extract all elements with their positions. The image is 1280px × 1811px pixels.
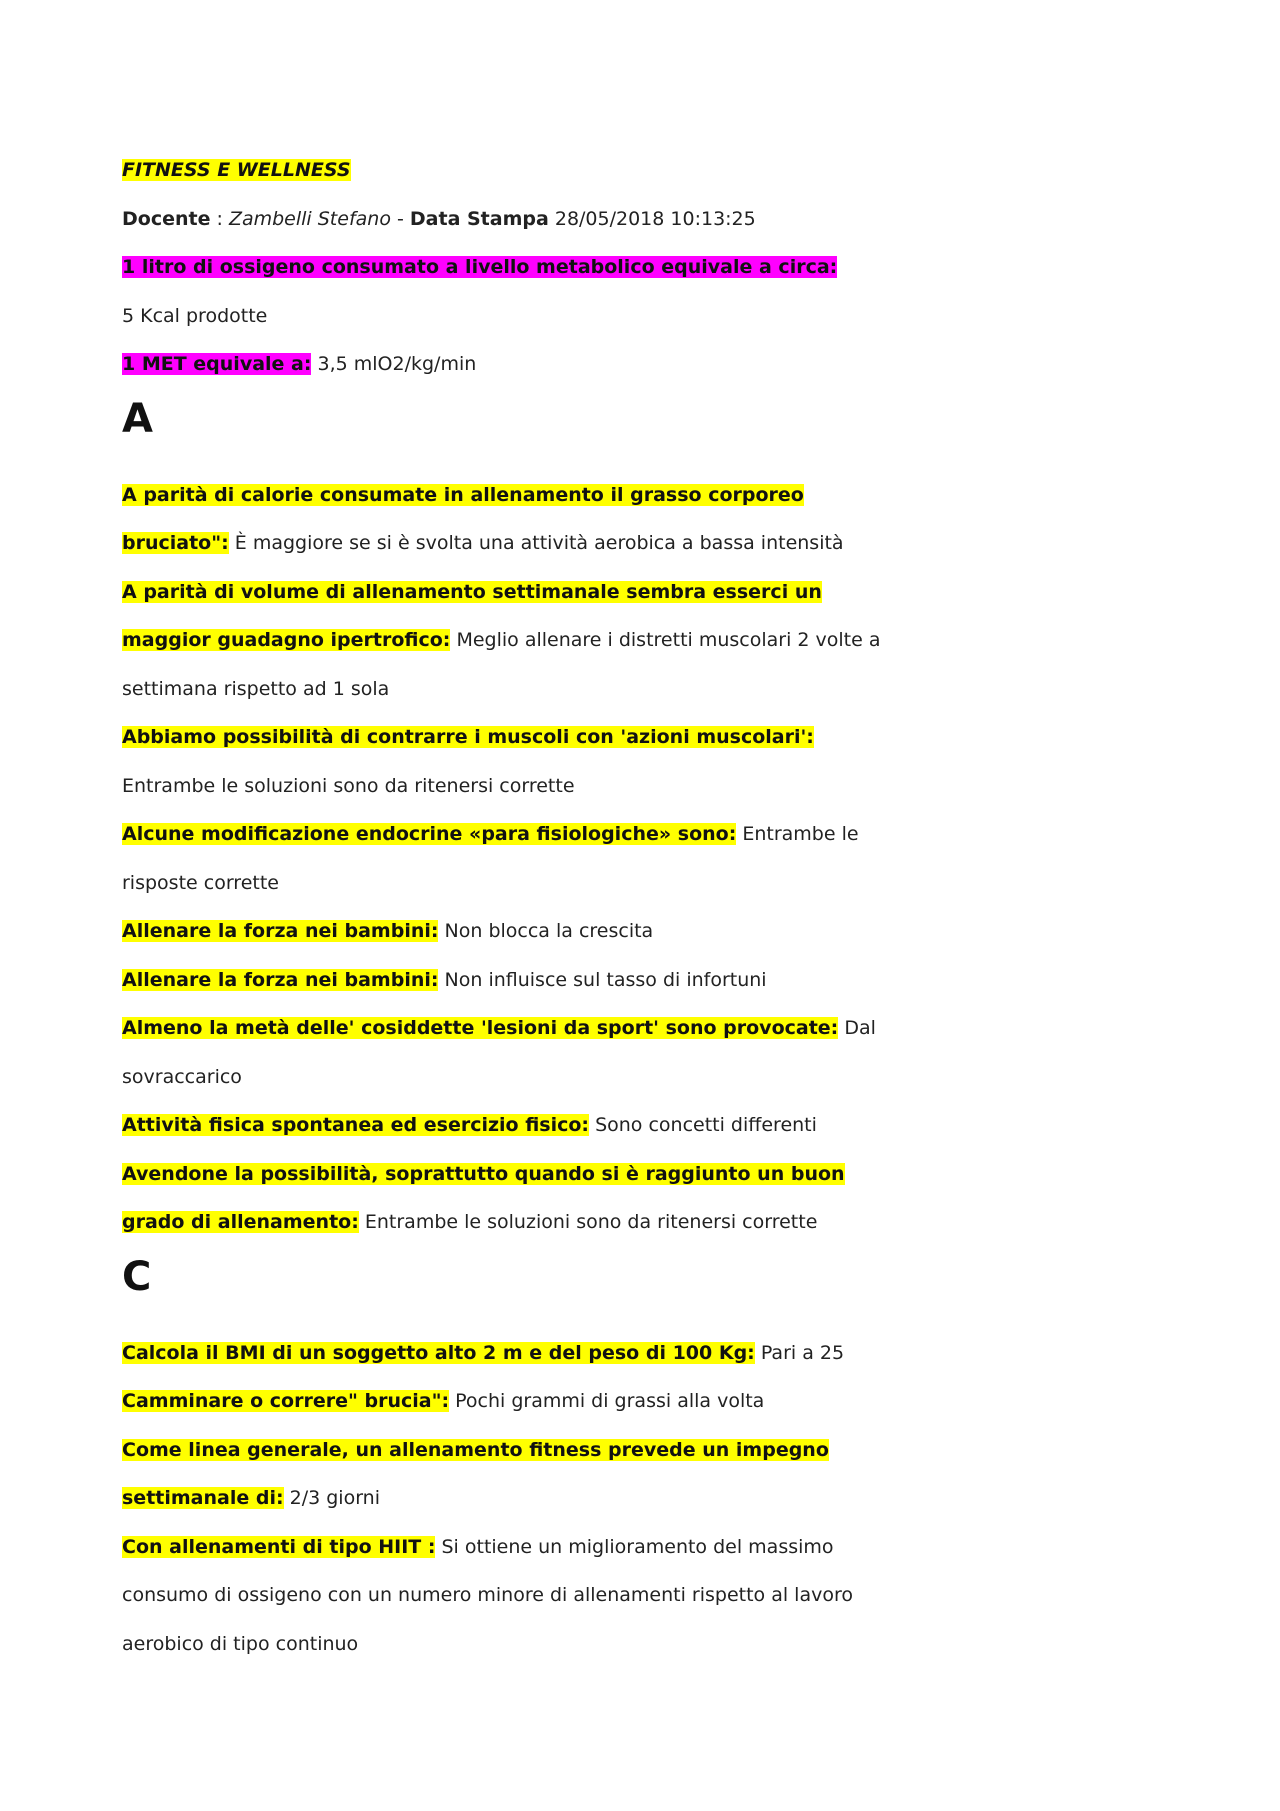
teacher-label: Docente	[122, 207, 211, 230]
course-title-line	[122, 146, 882, 195]
answer-text: Sono concetti differenti	[589, 1114, 817, 1136]
question-text: settimanale di:	[122, 1487, 284, 1509]
answer-text: Entrambe le	[736, 823, 859, 845]
qa-line	[122, 1150, 882, 1199]
qa-line	[122, 956, 882, 1005]
answer-text: Entrambe le soluzioni sono da ritenersi corrette	[358, 1211, 818, 1233]
course-title: FITNESS E WELLNESS	[122, 159, 351, 181]
question-text: Alcune modificazione endocrine «para fisiologiche» sono:	[122, 823, 737, 845]
qa-line	[122, 519, 882, 568]
answer-text: Pochi grammi di grassi alla volta	[449, 1390, 765, 1412]
answer-text: Non blocca la crescita	[438, 920, 654, 942]
intro-answer-1	[122, 292, 882, 341]
print-date: 28/05/2018 10:13:25	[548, 207, 756, 230]
qa-line	[122, 568, 882, 617]
answer-text: 3,5 mlO2/kg/min	[311, 353, 477, 375]
qa-line	[122, 762, 882, 811]
answer-text: sovraccarico	[122, 1065, 242, 1088]
question-text: Come linea generale, un allenamento fitness prevede un impegno	[122, 1438, 829, 1461]
qa-line	[122, 1198, 882, 1247]
question-text: 1 MET equivale a:	[122, 353, 312, 375]
print-label: Data Stampa	[409, 207, 549, 230]
question-text: grado di allenamento:	[122, 1211, 359, 1233]
question-text: Allenare la forza nei bambini:	[122, 920, 439, 942]
intro-question-2	[122, 340, 882, 389]
answer-text: Dal	[838, 1017, 876, 1039]
question-text: 1 litro di ossigeno consumato a livello metabolico equivale a circa:	[122, 256, 838, 278]
header-dash: -	[390, 207, 410, 230]
question-text: A parità di volume di allenamento settimanale sembra esserci un	[122, 580, 822, 603]
answer-text: Meglio allenare i distretti muscolari 2 volte a	[450, 629, 881, 651]
answer-text: Pari a 25	[754, 1341, 845, 1364]
question-text: Calcola il BMI di un soggetto alto 2 m e del peso di 100 Kg:	[122, 1341, 755, 1364]
qa-line	[122, 1571, 882, 1620]
question-text: Almeno la metà delle' cosiddette 'lesioni da sport' sono provocate:	[122, 1017, 839, 1039]
qa-line	[122, 859, 882, 908]
qa-line	[122, 471, 882, 520]
question-text: A parità di calorie consumate in allenamento il grasso corporeo	[122, 483, 804, 506]
qa-line	[122, 1004, 882, 1053]
qa-line	[122, 1474, 882, 1523]
question-text: bruciato":	[122, 532, 229, 554]
answer-text: 5 Kcal prodotte	[122, 304, 268, 327]
teacher-sep: :	[210, 207, 229, 230]
qa-line	[122, 713, 882, 762]
qa-line	[122, 907, 882, 956]
qa-line	[122, 1620, 882, 1669]
question-text: Camminare o correre" brucia":	[122, 1390, 450, 1412]
qa-line	[122, 665, 882, 714]
question-text: maggior guadagno ipertrofico:	[122, 629, 451, 651]
answer-text: consumo di ossigeno con un numero minore di allenamenti rispetto al lavoro	[122, 1584, 853, 1606]
answer-text: Entrambe le soluzioni sono da ritenersi corrette	[122, 774, 575, 797]
question-text: Abbiamo possibilità di contrarre i muscoli con 'azioni muscolari':	[122, 726, 814, 748]
answer-text: risposte corrette	[122, 871, 279, 894]
document-page	[122, 146, 882, 1668]
answer-text: Non influisce sul tasso di infortuni	[438, 968, 767, 991]
answer-text: settimana rispetto ad 1 sola	[122, 677, 390, 700]
question-text: Allenare la forza nei bambini:	[122, 968, 439, 991]
question-text: Attività fisica spontanea ed esercizio fisico:	[122, 1114, 590, 1136]
answer-text: aerobico di tipo continuo	[122, 1632, 359, 1655]
section-letter-a: A	[122, 395, 153, 442]
teacher-name: Zambelli Stefano	[228, 207, 391, 230]
question-text: Con allenamenti di tipo HIIT :	[122, 1535, 436, 1558]
qa-line	[122, 1053, 882, 1102]
teacher-line	[122, 195, 882, 244]
qa-line	[122, 1101, 882, 1150]
qa-line	[122, 1377, 882, 1426]
qa-line	[122, 1523, 882, 1572]
question-text: Avendone la possibilità, soprattutto quando si è raggiunto un buon	[122, 1162, 845, 1185]
answer-text: 2/3 giorni	[283, 1487, 380, 1509]
qa-line	[122, 810, 882, 859]
answer-text: Si ottiene un miglioramento del massimo	[435, 1535, 834, 1558]
qa-line	[122, 1426, 882, 1475]
answer-text: È maggiore se si è svolta una attività aerobica a bassa intensità	[228, 532, 844, 554]
qa-line	[122, 1329, 882, 1378]
intro-question-1	[122, 243, 882, 292]
qa-line	[122, 616, 882, 665]
section-letter-c: C	[122, 1253, 152, 1300]
